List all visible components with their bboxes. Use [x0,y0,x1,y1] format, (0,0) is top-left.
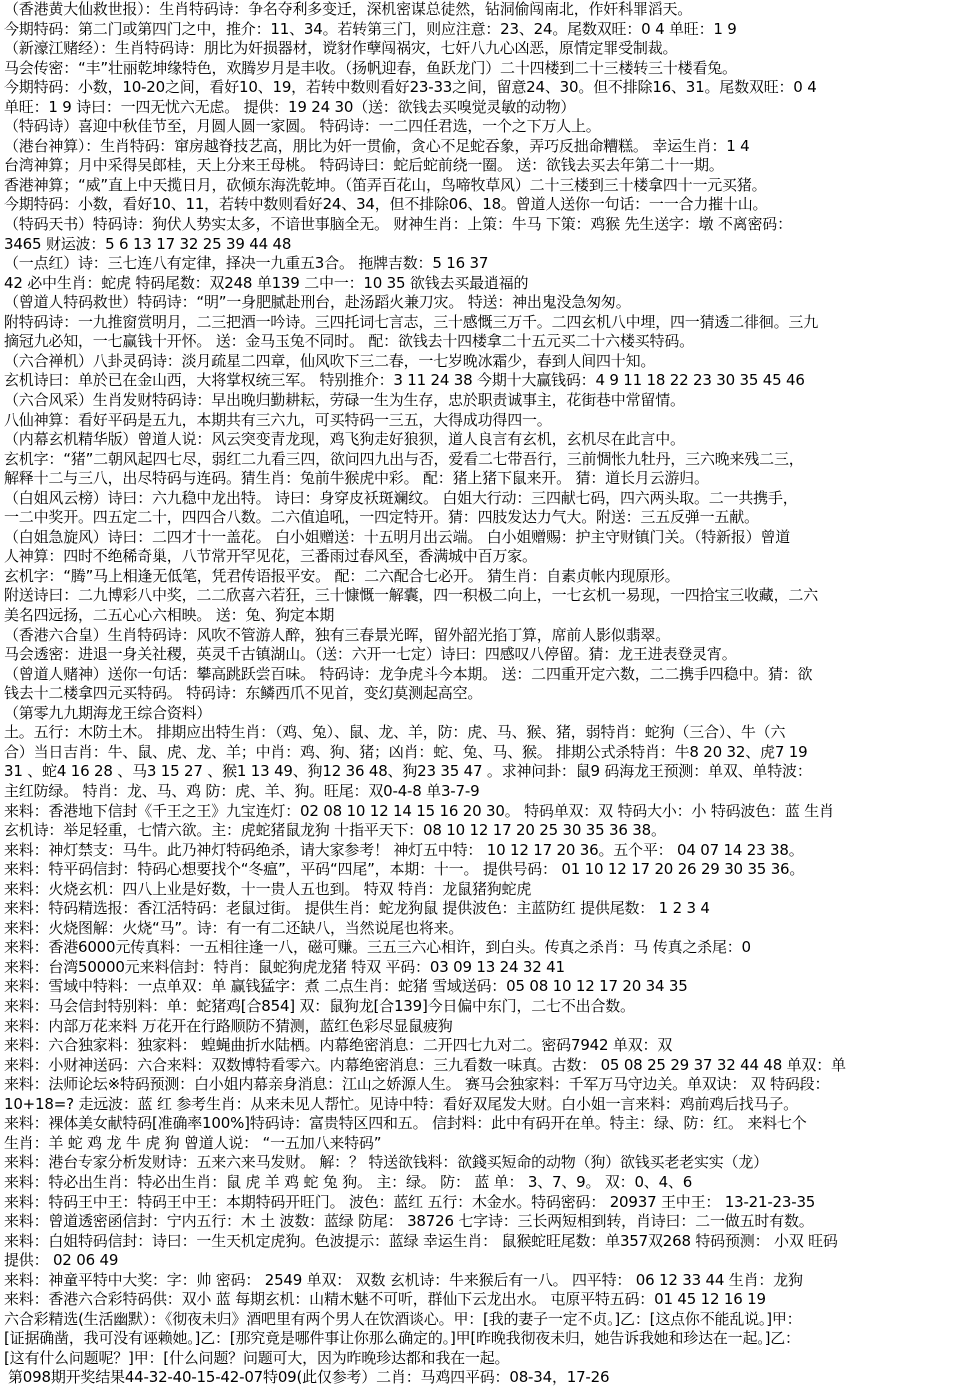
text-line: 来料：火烧图解：火烧“马”。诗：有一有二还缺八，当然说尾也将来。 [4,918,464,937]
text-line: 美名四远扬，二五心心六相映。 送：兔、狗定本期 [4,606,335,625]
text-line: 来料：香港六合彩特码供：双小 蓝 每期玄机：山精木魅不可听，群仙下云龙出水。 屯原平特五码：01 45 12 16 19 [4,1290,766,1309]
text-line: （第零九九期海龙王综合资料） [4,703,212,722]
text-line: 来料：香港6000元传真料：一五相往逢一八，磁可赚。三五三六心相许，到白头。传真之杀肖：马 传真之杀尾：0 [4,938,751,957]
text-line: [证据确凿，我可没有诬赖她。]乙：[那究竟是哪件事让你那么确定的。]甲[昨晚我彻夜未归，她告诉我她和珍达在一起。]乙： [4,1329,800,1348]
text-line: 来料：特必出生肖：特必出生肖：鼠 虎 羊 鸡 蛇 兔 狗。 主：绿。 防： 蓝 单： 3、7、9。 双：0、4、6 [4,1172,693,1191]
text-line: 10+18=? 走远波：蓝 红 参考生肖：从来未见人帮忙。见诗中特：看好双尾发大财。白小姐一言来料：鸡前鸡后找马子。 [4,1094,798,1113]
text-line: （白姐风云榜）诗曰：六九稳中龙出特。 诗曰：身穿皮袄斑斓纹。 白姐大行动：三四献七码，四六两头取。二一共携手， [4,488,798,507]
text-line: 附特码诗：一九推窗赏明月，二三把酒一吟诗。三四托词七言志，三十感慨三万千。二四玄机八中埋，四一猜透二徘徊。三九 [4,312,819,331]
text-line: 一二中奖开。四五定二十，四四合八数。二六值追吼，一四定特开。猜：四肢发达力气大。附送：三五反弹一五献。 [4,508,759,527]
text-line: 来料：台湾50000元来料信封：特肖：鼠蛇狗虎龙猪 特双 平码：03 09 13 24 32 41 [4,957,565,976]
text-line: 来料：小财神送码：六合来料：双数博特看零六。内幕绝密消息：三九看数一味真。古数： 05 08 25 29 37 32 44 48 单双：单 [4,1055,846,1074]
text-line: 土。五行：木防土木。 排期应出特生肖：（鸡、兔）、鼠、龙、羊，防：虎、马、猴、猪，弱特肖：蛇狗（三合）、牛（六 [4,723,786,742]
text-line: 来料：裸体美女献特码[准确率100%]特码诗：富贵特区四和五。 信封料：此中有码开在单。特主：绿、防：红。 来料七个 [4,1114,807,1133]
text-line: 来料：六合独家料：独家料： 蝗蝇曲折水陆栖。内幕绝密消息：二开四七九对二。密码7942 单双：双 [4,1036,673,1055]
text-line: 来料：曾道透密函信封：宁内五行：木 土 波数：蓝绿 防尾： 38726 七字诗：三长两短相到转，肖诗曰：二一做五时有数。 [4,1212,814,1231]
text-line: 今期特码：小数，看好10、11，若转中数则看好24、34，但不排除06、18。曾道人送你一句话：一一合力摧十山。 [4,195,768,214]
text-line: 来料：法师论坛※特码预测：白小姐内幕亲身消息：江山之娇源人生。 赛马会独家料：千军万马守边关。单双诀： 双 特码段： [4,1075,830,1094]
text-line: 来料：火烧玄机：四八上业是好数，十一贵人五也到。 特双 特肖：龙鼠猪狗蛇虎 [4,879,532,898]
text-line: （内幕玄机精华版）曾道人说：风云突变青龙现，鸡飞狗走好狼狈，道人良言有玄机，玄机尽在此言中。 [4,430,685,449]
text-line: 人神算：四时不绝稀奇巢，八节常开罕见花，三番雨过春风至，香满城中百万家。 [4,547,537,566]
text-line: 提供： 02 06 49 [4,1251,119,1270]
text-line: 来料：特码王中王：特码王中王：本期特码开旺门。 波色：蓝红 五行：木金水。特码密码： 20937 王中王： 13-21-23-35 [4,1192,816,1211]
text-line: （曾道人赌神）送你一句话：攀高跳跃尝百味。 特码诗：龙争虎斗今本期。 送：二四重开定六数，二二携手四稳中。猜：欲 [4,664,813,683]
text-line: （白姐急旋风）诗曰：二四才十一盖花。 白小姐赠送：十五明月出云端。 白小姐赠赐：护主守财镇门关。（特新报）曾道 [4,527,791,546]
text-line: 合）当日吉肖：牛、鼠、虎、龙、羊；中肖：鸡、狗、猪；凶肖：蛇、兔、马、猴。 排期公式杀特肖：牛8 20 32、虎7 19 [4,742,808,761]
text-line: 来料：特平码信封：特码心想要找个“冬瘟”，平码“四尾”，本期：十一。 提供号码： 01 10 12 17 20 26 29 30 35 36。 [4,860,805,879]
text-line: 钱去十二楼拿四元买特码。 特码诗：东鳞西爪不见首，变幻莫测起高空。 [4,684,483,703]
text-line: 单旺：1 9 诗曰：一四无忧六无虑。 提供：19 24 30（送：欲钱去买嗅觉灵敏的动物） [4,97,576,116]
text-line: （香港黄大仙救世报）：生肖特码诗：争名夺利多变迁，深机密谋总徒然，钻洞偷闯南北，作奸科罪滔天。 [4,0,693,18]
text-line: 玄机诗：举足轻重，七情六欲。主：虎蛇猪鼠龙狗 十指平天下：08 10 12 17 20 25 30 35 36 38。 [4,821,666,840]
text-line: 来料：内部万花来料 万花开在行路顺防不猜测，蓝红色彩尽显鼠疲狗 [4,1016,453,1035]
text-line: 生肖：羊 蛇 鸡 龙 牛 虎 狗 曾道人说： “一五加八来特码” [4,1133,382,1152]
text-line: （六合禅机）八卦灵码诗：淡月疏星二四章，仙风吹下三二春，一七岁晚冰霜少，春到人间四十知。 [4,351,656,370]
text-line: 六合彩精选(生活幽默）：《彻夜未归》酒吧里有两个男人在饮酒谈心。甲：[我的妻子一定不贞。]乙：[这点你不能乱说。]甲： [4,1309,802,1328]
text-line: （特码天书）特码诗：狗伏人势实太多，不谙世事脑全无。 财神生肖：上策：牛马 下策：鸡猴 先生送字：墩 不离密码： [4,215,792,234]
text-line: 摘冠九必知，一七赢钱十开怀。 送：金马玉兔不同时。 配：欲钱去十四楼拿二十五元买二十六楼买特码。 [4,332,694,351]
text-line: [这有什么问题呢？]甲：[什么问题？问题可大，因为昨晚珍达都和我在一起。 [4,1348,510,1367]
text-line: 主红防绿。 特肖：龙、马、鸡 防：虎、羊、狗。旺尾：双0-4-8 单3-7-9 [4,781,480,800]
text-line: 31 、蛇4 16 28 、马3 15 27 、猴1 13 49、狗12 36 48、狗23 35 47 。求神问卦：鼠9 码海龙王预测：单双、单特波： [4,762,812,781]
text-line: 台湾神算；月中采得吴郎桂，天上分来王母桃。 特码诗曰：蛇后蛇前绕一圈。 送：欲钱去买去年第二十一期。 [4,156,724,175]
text-line: （特码诗）喜迎中秋佳节至，月圆人圆一家圆。 特码诗：一二四任君选，一个之下万人上。 [4,117,601,136]
text-line: 马会透密：进退一身关社稷，英灵千古镇湖山。（送：六开一七定）诗曰：四感叹八停留。猜：龙王进表登灵宵。 [4,645,737,664]
text-line: 香港神算；“威”直上中天揽日月，砍倾东海洗乾坤。（笛弄百花山，鸟啼牧草风）二十三楼到三十楼拿四十一元买猪。 [4,175,767,194]
text-line: 来料：港台专家分析发财诗：五来六来马发财。 解：？ 特送欲钱料：欲錢买短命的动物（狗）欲钱买老老实实（龙） [4,1153,768,1172]
text-line: 玄机诗曰：单於已在金山西，大将掌权统三军。 特别推介：3 11 24 38 今期十大赢钱码：4 9 11 18 22 23 30 35 45 46 [4,371,805,390]
text-line: 玄机字：“腾”马上相逢无低笔，凭君传语报平安。 配：二六配合七必开。 猜生肖：自素贞帐内现原形。 [4,566,680,585]
text-line: 今期特码：第二门或第四门之中，推介：11、34。若转第三门，则应注意：23、24。尾数双旺：0 4 单旺：1 9 [4,19,737,38]
text-line: （香港六合皇）生肖特码诗：风吹不管游人醉，独有三春景光晖，留外韶光掐丁算，席前人影似翡翠。 [4,625,671,644]
text-line: （一点红）诗：三七连八有定律，择决一九重五3合。 拖牌吉数：5 16 37 [4,254,489,273]
text-line: 八仙神算：看好平码是五九，本期共有三六九，可买特码一三五，大得成功得四一。 [4,410,552,429]
text-line: 马会传密：“丰”壮丽乾坤缘特色，欢腾岁月是丰收。（扬帆迎春，鱼跃龙门）二十四楼到二十三楼转三十楼看兔。 [4,58,737,77]
text-line: 来料：神灯禁支：马牛。此乃神灯特码绝杀，请大家参考！ 神灯五中特： 10 12 17 20 36。五个平： 04 07 14 23 38。 [4,840,804,859]
text-line: （港台神算）：生肖特码：窜房越脊技艺高，朋比为奸一贯偷，贪心不足蛇吞象，弄巧反拙命糟糕。 幸运生肖：1 4 [4,136,750,155]
text-line: 3465 财运波：5 6 13 17 32 25 39 44 48 [4,234,292,253]
text-line: （曾道人特码救世）特码诗：“明”一身肥腻赴刑台，赴汤蹈火兼刀灾。 特送：神出鬼没急匆匆。 [4,293,631,312]
text-line: 来料：白姐特码信封：诗曰：一生天机定虎狗。色波提示：蓝绿 幸运生肖： 鼠猴蛇旺尾数：单357双268 特码预测： 小双 旺码 [4,1231,838,1250]
text-line: （新濠江赌经）：生肖特码诗：朋比为奸损器材，谠豺作孽闯祸灾，七奸八九心凶恶，原情定罪受制裁。 [4,39,678,58]
text-line: 42 必中生肖：蛇虎 特码尾数：双248 单139 二中一：10 35 欲钱去买最逍福的 [4,273,529,292]
text-line: 解释十二与三八，出尽特码与连码。猜生肖：兔前牛猴虎中彩。 配：猪上猪下鼠来开。 猜：道长月云游归。 [4,469,709,488]
text-line: 玄机字：“猪”二朝风起四七尽，弱红二九看三四，欲问四九出与否，爱看二七带吾行，三前惆怅九牡丹，三六晚来残二三， [4,449,804,468]
text-line: 来料：神童平特中大奖：字：帅 密码： 2549 单双： 双数 玄机诗：牛来猴后有一八。 四平特： 06 12 33 44 生肖：龙狗 [4,1270,803,1289]
text-line: 来料：马会信封特别料：单：蛇猪鸡[合854] 双：鼠狗龙[合139]今日偏中东门，二七不出合数。 [4,997,635,1015]
text-line: 附送诗曰：二九博彩八中奖，二二欣喜六若狂，三十慷慨一解囊，四一积极二向上，一七玄机一易现，一四拾宝三收藏，二六 [4,586,819,605]
text-line: 来料：雪域中特料：一点单双：单 赢钱猛字：煮 二点生肖：蛇猪 雪域送码：05 08 10 12 17 20 34 35 [4,977,688,996]
text-line: （六合风采）生肖发财特码诗：早出晚归勤耕耘，劳碌一生为生存，忠於职责诚事主，花街巷中常留情。 [4,390,685,409]
text-line: 来料：特码精选报：香江活特码：老鼠过街。 提供生肖：蛇龙狗鼠 提供波色：主蓝防红 提供尾数： 1 2 3 4 [4,899,710,918]
text-line: 来料：香港地下信封《千王之王》九宝连灯：02 08 10 12 14 15 16 20 30。 特码单双：双 特码大小：小 特码波色：蓝 生肖 [4,801,834,820]
text-line: 今期特码：小数，10-20之间，看好10、19，若转中数则看好23-33之间，留意24、30。但不排除16、31。尾数双旺：0 4 [4,78,817,97]
text-line: 第098期开奖结果44-32-40-15-42-07特09(此仅参考）二肖：马鸡四平码：08-34，17-26 [8,1368,610,1387]
